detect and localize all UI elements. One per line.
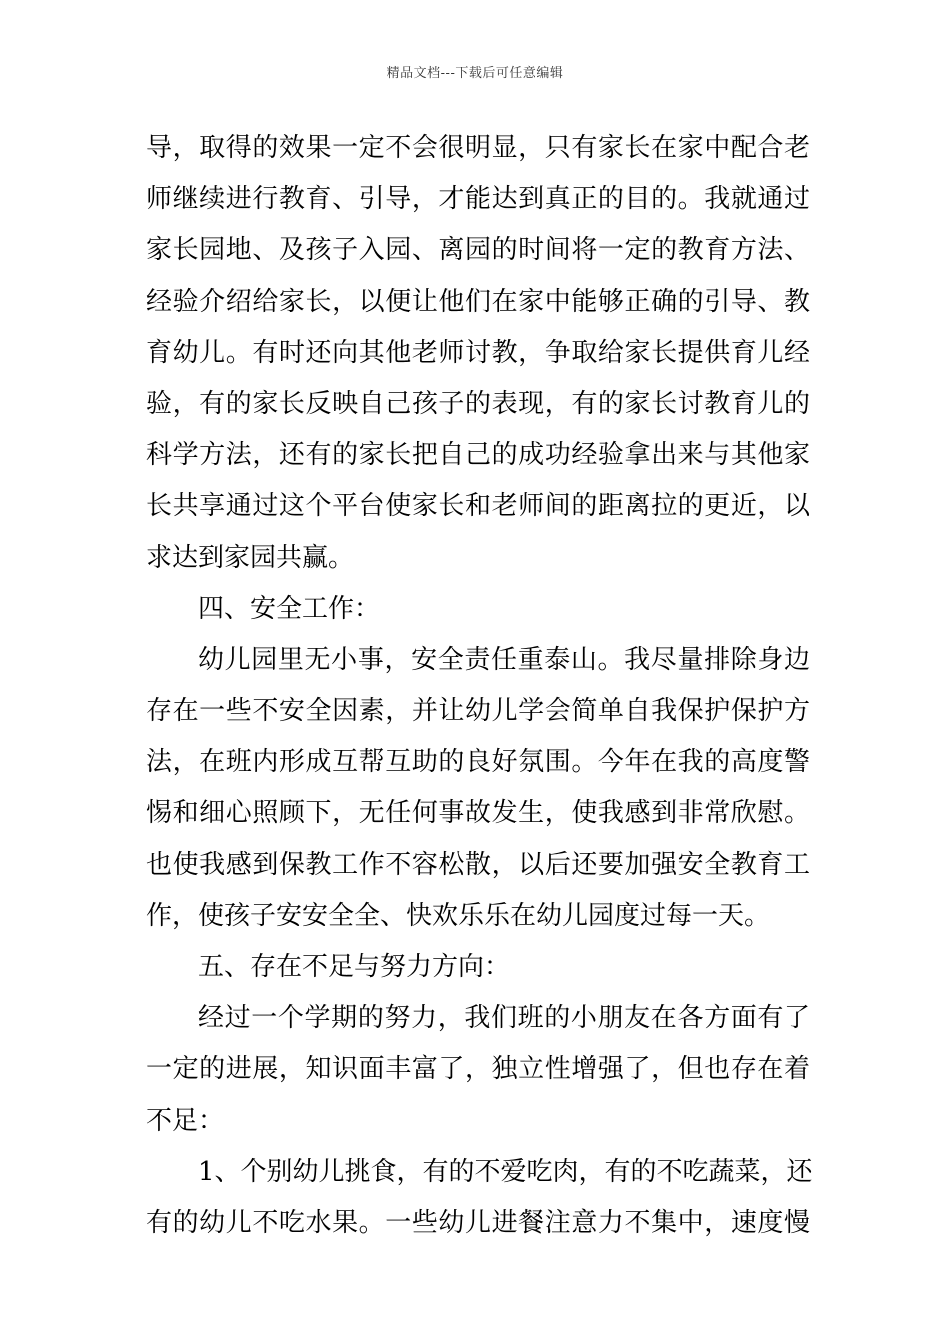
text-line: 育幼儿。有时还向其他老师讨教，争取给家长提供育儿经 [146,337,810,368]
text-line: 长共享通过这个平台使家长和老师间的距离拉的更近，以 [146,491,810,522]
text-line: 经过一个学期的努力，我们班的小朋友在各方面有了 [198,1003,810,1034]
text-line: 五、存在不足与努力方向： [198,952,511,982]
document-body [146,123,813,1249]
text-line: 一定的进展，知识面丰富了，独立性增强了，但也存在着 [146,1054,810,1085]
text-line: 作，使孩子安安全全、快欢乐乐在幼儿园度过每一天。 [146,900,771,931]
text-line: 有的幼儿不吃水果。一些幼儿进餐注意力不集中，速度慢 [146,1207,810,1238]
text-line: 经验介绍给家长，以便让他们在家中能够正确的引导、教 [146,286,810,317]
text-line: 验，有的家长反映自己孩子的表现，有的家长讨教育儿的 [146,388,810,419]
text-line: 求达到家园共赢。 [146,542,355,573]
text-line: 惕和细心照顾下，无任何事故发生，使我感到非常欣慰。 [146,798,810,829]
text-line: 不足： [146,1105,225,1136]
text-line: 四、安全工作： [198,593,381,624]
text-line: 1、个别幼儿挑食，有的不爱吃肉，有的不吃蔬菜，还 [198,1156,813,1187]
text-line: 也使我感到保教工作不容松散，以后还要加强安全教育工 [146,849,810,880]
text-line: 幼儿园里无小事，安全责任重泰山。我尽量排除身边 [198,644,810,675]
text-line: 法，在班内形成互帮互助的良好氛围。今年在我的高度警 [146,747,810,778]
text-line: 导，取得的效果一定不会很明显，只有家长在家中配合老 [146,133,810,163]
page-header: 精品文档---下载后可任意编辑 [386,66,564,81]
text-line: 存在一些不安全因素，并让幼儿学会简单自我保护保护方 [146,696,810,727]
text-line: 家长园地、及孩子入园、离园的时间将一定的教育方法、 [146,235,810,266]
text-line: 师继续进行教育、引导，才能达到真正的目的。我就通过 [146,184,810,215]
text-line: 科学方法，还有的家长把自己的成功经验拿出来与其他家 [146,440,810,471]
